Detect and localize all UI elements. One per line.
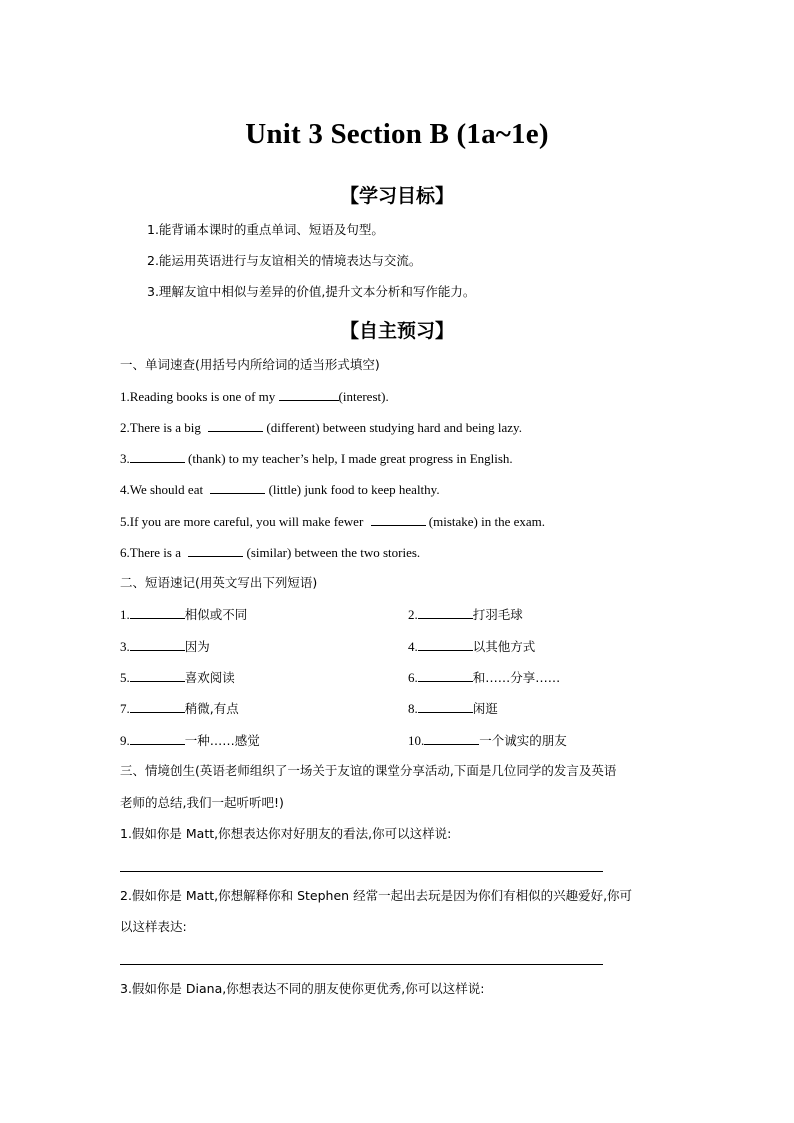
phrase-blank-5[interactable] <box>130 669 185 682</box>
vocab-item-2 <box>120 419 522 436</box>
vocab-item-3-post: (thank) to my teacher’s help, I made great progress in English. <box>184 451 513 466</box>
phrase-text: 以其他方式 <box>472 639 536 654</box>
phrase-item-4 <box>408 638 535 655</box>
phrase-blank-3[interactable] <box>130 638 185 651</box>
objectives-heading: 【学习目标】 <box>339 185 454 207</box>
vocab-blank-2[interactable] <box>208 419 263 432</box>
vocab-item-6 <box>120 544 420 561</box>
phrase-text: 相似或不同 <box>184 607 248 622</box>
phrase-num: 3. <box>120 639 130 654</box>
phrase-item-7 <box>120 700 239 717</box>
phrase-num: 1. <box>120 607 130 622</box>
vocab-item-4-post: (little) junk food to keep healthy. <box>265 482 440 497</box>
scenario-question-1: 1.假如你是 Matt,你想表达你对好朋友的看法,你可以这样说: <box>120 826 452 841</box>
phrase-blank-2[interactable] <box>418 606 473 619</box>
phrase-num: 10. <box>408 733 425 748</box>
phrase-item-9 <box>120 732 260 749</box>
phrase-blank-4[interactable] <box>418 638 473 651</box>
vocab-item-1-post: (interest). <box>338 389 389 404</box>
phrase-blank-1[interactable] <box>130 606 185 619</box>
phrase-blank-6[interactable] <box>418 669 473 682</box>
vocab-item-3-pre: 3. <box>120 451 130 466</box>
vocab-item-5 <box>120 513 545 530</box>
phrase-blank-8[interactable] <box>418 700 473 713</box>
vocab-blank-6[interactable] <box>188 544 243 557</box>
phrase-item-2 <box>408 606 523 623</box>
phrase-text: 和……分享…… <box>472 670 561 685</box>
vocab-item-4 <box>120 481 440 498</box>
phrase-blank-9[interactable] <box>130 732 185 745</box>
phrase-num: 9. <box>120 733 130 748</box>
vocab-blank-3[interactable] <box>130 450 185 463</box>
phrase-item-3 <box>120 638 210 655</box>
scenario-question-2-line1: 2.假如你是 Matt,你想解释你和 Stephen 经常一起出去玩是因为你们有相似的兴趣爱好,你可 <box>120 888 633 903</box>
part1-title: 一、单词速查(用括号内所给词的适当形式填空) <box>120 357 380 372</box>
vocab-item-5-post: (mistake) in the exam. <box>425 514 546 529</box>
vocab-item-2-post: (different) between studying hard and being lazy. <box>263 420 522 435</box>
answer-line-1[interactable] <box>120 871 603 872</box>
vocab-item-1-pre: 1.Reading books is one of my <box>120 389 279 404</box>
vocab-item-1 <box>120 388 389 405</box>
objective-item-1: 1.能背诵本课时的重点单词、短语及句型。 <box>147 222 384 237</box>
phrase-text: 一个诚实的朋友 <box>479 733 567 748</box>
part3-title-line2: 老师的总结,我们一起听听吧!) <box>120 795 284 810</box>
scenario-question-3: 3.假如你是 Diana,你想表达不同的朋友使你更优秀,你可以这样说: <box>120 981 485 996</box>
scenario-question-2-line2: 以这样表达: <box>120 919 187 934</box>
phrase-text: 一种……感觉 <box>184 733 260 748</box>
phrase-item-5 <box>120 669 235 686</box>
phrase-item-6 <box>408 669 560 686</box>
vocab-item-4-pre: 4.We should eat <box>120 482 207 497</box>
phrase-num: 4. <box>408 639 418 654</box>
part3-title-line1: 三、情境创生(英语老师组织了一场关于友谊的课堂分享活动,下面是几位同学的发言及英语 <box>120 763 617 778</box>
phrase-blank-7[interactable] <box>130 700 185 713</box>
vocab-blank-1[interactable] <box>279 388 339 401</box>
phrase-text: 喜欢阅读 <box>184 670 235 685</box>
phrase-num: 2. <box>408 607 418 622</box>
phrase-num: 5. <box>120 670 130 685</box>
vocab-item-6-post: (similar) between the two stories. <box>243 545 421 560</box>
phrase-item-10 <box>408 732 567 749</box>
vocab-item-6-pre: 6.There is a <box>120 545 185 560</box>
preview-heading: 【自主预习】 <box>339 320 454 342</box>
vocab-item-5-pre: 5.If you are more careful, you will make fewer <box>120 514 367 529</box>
answer-line-2[interactable] <box>120 964 603 965</box>
objective-item-3: 3.理解友谊中相似与差异的价值,提升文本分析和写作能力。 <box>147 284 476 299</box>
vocab-blank-4[interactable] <box>210 481 265 494</box>
phrase-num: 6. <box>408 670 418 685</box>
phrase-text: 稍微,有点 <box>184 701 239 716</box>
phrase-item-1 <box>120 606 247 623</box>
phrase-text: 因为 <box>184 639 210 654</box>
page-title: Unit 3 Section B (1a~1e) <box>245 118 549 150</box>
phrase-num: 7. <box>120 701 130 716</box>
vocab-item-2-pre: 2.There is a big <box>120 420 205 435</box>
phrase-text: 闲逛 <box>472 701 498 716</box>
phrase-text: 打羽毛球 <box>472 607 523 622</box>
phrase-item-8 <box>408 700 498 717</box>
vocab-item-3 <box>120 450 513 467</box>
part2-title: 二、短语速记(用英文写出下列短语) <box>120 575 318 590</box>
objective-item-2: 2.能运用英语进行与友谊相关的情境表达与交流。 <box>147 253 422 268</box>
phrase-blank-10[interactable] <box>424 732 479 745</box>
vocab-blank-5[interactable] <box>371 513 426 526</box>
phrase-num: 8. <box>408 701 418 716</box>
